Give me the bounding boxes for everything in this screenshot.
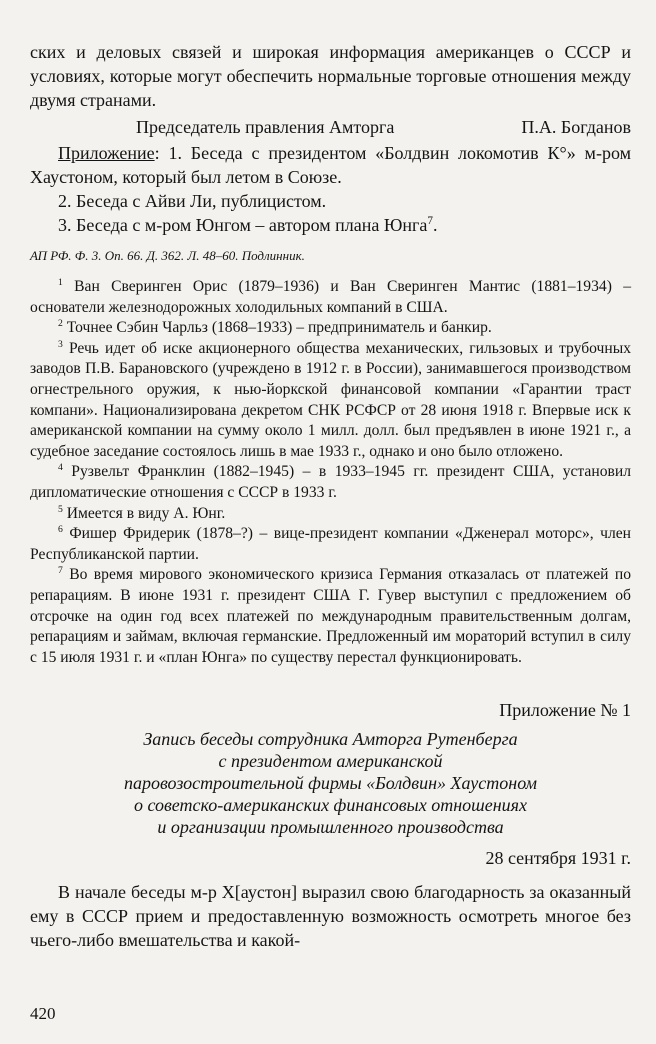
footnote: $^3$ Речь идет об иске акционерного общества механических, гильзовых и трубочных заводов П.В. Барановского (учреждено в 1912 г. в России), занимавшегося производством огнестрельного оружия, к нью-йоркской финансовой компании «Гарантии траст компани». Национализирована декретом СНК РСФСР от 28 июня 1918 г. Впервые иск к американской компании на сумму около 1 милл. долл. был предъявлен в июне 1921 г., а судебное заседание состоялось лишь в мае 1933 г., однако и оно было отложено.	[30, 338, 632, 460]
footnote: $^4$ Рузвельт Франклин (1882–1945) – в 1933–1945 гг. президент США, установил дипломатические отношения с СССР в 1933 г.	[30, 462, 631, 501]
attachment-item-2: 2. Беседа с Айви Ли, публицистом.	[58, 191, 327, 211]
document-page	[30, 40, 631, 1030]
attachment-item-3: 3. Беседа с м-ром Юнгом – автором плана Юнга$^7$.	[58, 215, 438, 235]
appendix-body: В начале беседы м-р Х[аустон] выразил свою благодарность за оказанный ему в СССР прием и предоставленную возможность осмотреть многое без чьего-либо вмешательства и какой-	[30, 882, 631, 951]
footnote: $^5$ Имеется в виду А. Юнг.	[58, 503, 226, 522]
signature-block	[30, 115, 631, 139]
footnote: $^6$ Фишер Фридерик (1878–?) – вице-президент компании «Дженерал моторс», член Республиканской партии.	[30, 523, 632, 563]
signature-position: Председатель правления Амторга	[136, 117, 395, 137]
attachment-item-1: Приложение: 1. Беседа с президентом «Болдвин локомотив К°» м-ром Хаустоном, который был летом в Союзе.	[30, 143, 631, 187]
footnote: $^1$ Ван Сверинген Орис (1879–1936) и Ван Сверинген Мантис (1881–1934) – основатели железнодорожных холодильных компаний в США.	[30, 276, 631, 316]
appendix-number: Приложение № 1	[499, 700, 631, 721]
signature-name: П.А. Богданов	[521, 117, 631, 137]
footnote: $^2$ Точнее Сэбин Чарльз (1868–1933) – предприниматель и банкир.	[58, 318, 492, 337]
appendix-title: Запись беседы сотрудника Амторга Рутенберга с президентом американской паровозостроительной фирмы «Болдвин» Хаустоном о советско-американских финансовых отношениях и организации промышленного производства	[123, 729, 537, 838]
footnotes	[30, 277, 631, 668]
page-number: 420	[30, 1004, 56, 1023]
footnote-ref: 7	[427, 215, 433, 227]
attachment-list	[30, 141, 631, 237]
attachment-label: Приложение	[58, 143, 155, 163]
archive-reference: АП РФ. Ф. 3. Оп. 66. Д. 362. Л. 48–60. Подлинник.	[30, 248, 305, 263]
footnote: $^7$ Во время мирового экономического кризиса Германия отказалась от платежей по репарациям. В июне 1931 г. президент США Г. Гувер выступил с предложением об отсрочке на один год всех платежей по международным правительственным долгам, репарациям и займам, включая германские. Предложенный им мораторий вступил в силу с 15 июля 1931 г. и «план Юнга» по существу перестал функционировать.	[30, 565, 631, 666]
intro-paragraph: ских и деловых связей и широкая информация американцев о СССР и условиях, которые могут обеспечить нормальные торговые отношения между двумя странами.	[30, 42, 631, 110]
appendix-date: 28 сентября 1931 г.	[485, 848, 631, 869]
